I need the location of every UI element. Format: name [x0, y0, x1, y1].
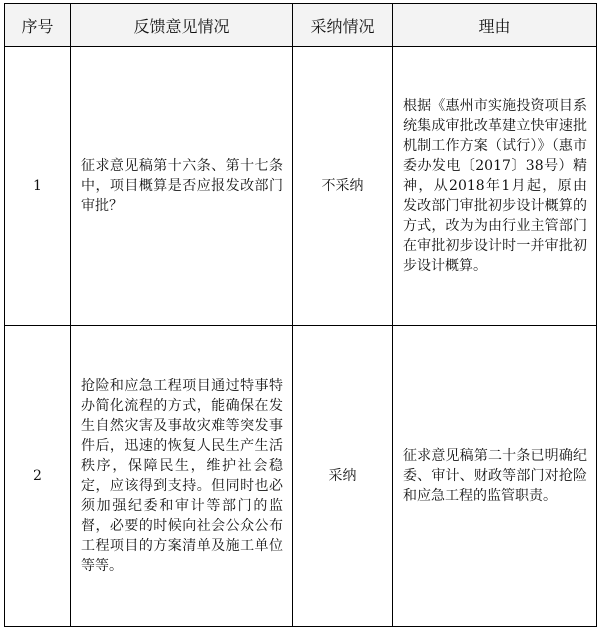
header-index: 序号	[5, 4, 71, 47]
table-row	[5, 326, 597, 627]
row-feedback: 抢险和应急工程项目通过特事特办简化流程的方式，能确保在发生自然灾害及事故灾难等突发事件后，迅速的恢复人民生产生活秩序，保障民生，维护社会稳定，应该得到支持。但同时也必须加强纪委和审计等部门的监督，必要的时候向社会公众公布工程项目的方案清单及施工单位等等。	[71, 326, 293, 627]
header-row	[5, 4, 597, 47]
header-adoption: 采纳情况	[293, 4, 393, 47]
row-reason: 根据《惠州市实施投资项目系统集成审批改革建立快审速批机制工作方案（试行）》（惠市委办发电〔2017〕38号）精神，从2018年1月起，原由发改部门审批初步设计概算的方式，改为为由行业主管部门在审批初步设计时一并审批初步设计概算。	[393, 47, 597, 326]
row-adoption: 采纳	[293, 326, 393, 627]
feedback-table	[4, 3, 597, 627]
row-reason: 征求意见稿第二十条已明确纪委、审计、财政等部门对抢险和应急工程的监管职责。	[393, 326, 597, 627]
row-index: 1	[5, 47, 71, 326]
header-feedback: 反馈意见情况	[71, 4, 293, 47]
row-feedback: 征求意见稿第十六条、第十七条中，项目概算是否应报发改部门审批？	[71, 47, 293, 326]
row-index: 2	[5, 326, 71, 627]
table-row	[5, 47, 597, 326]
row-adoption: 不采纳	[293, 47, 393, 326]
header-reason: 理由	[393, 4, 597, 47]
